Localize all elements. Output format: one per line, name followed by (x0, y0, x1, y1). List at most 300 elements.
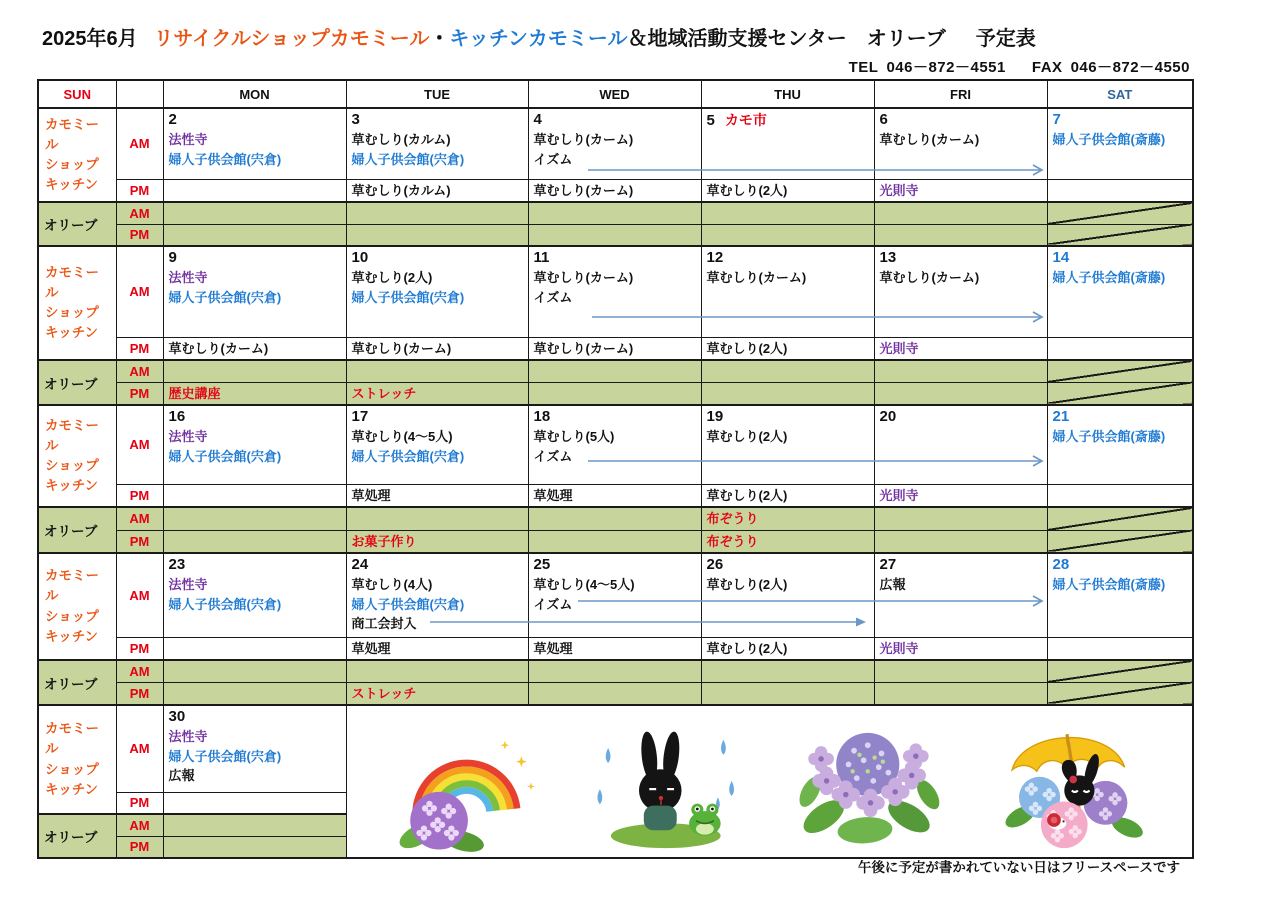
row-label-line: ショップ (45, 761, 99, 777)
event-text: 草むしり(カーム) (533, 182, 634, 198)
row-label-chamomile (38, 553, 116, 660)
title-schedule-suffix: 予定表 (975, 28, 1036, 50)
w3-am-label: AM (116, 405, 163, 484)
event-text: 草むしり(2人) (706, 640, 788, 656)
day-number (352, 407, 523, 427)
w2-am-thu (701, 246, 874, 337)
event-text: 草むしり(2人) (706, 429, 788, 444)
w1-pm-sat (1047, 179, 1193, 202)
day-number-text: 17 (351, 408, 369, 425)
day-number-text: 24 (351, 556, 369, 573)
w3-olive-am-wed (528, 507, 701, 530)
w3-pm-wed (528, 484, 701, 507)
w2-olive-pm-thu (701, 382, 874, 405)
w1-am-fri (874, 108, 1047, 179)
w4-pm-wed (528, 637, 701, 660)
w1-olive-am-row (38, 202, 1193, 224)
w5-olive-pm-label: PM (116, 836, 163, 858)
w1-pm-label: PM (116, 179, 163, 202)
w2-olive-am-label: AM (116, 360, 163, 382)
w2-olive-pm-tue (346, 382, 528, 405)
w5-olive-am-label: AM (116, 814, 163, 836)
w2-am-label: AM (116, 246, 163, 337)
w5-olive-am-mon (163, 814, 346, 836)
w4-olive-pm-fri (874, 682, 1047, 705)
event-text: 婦人子供会館(宍倉) (351, 289, 465, 305)
header-thu: THU (701, 80, 874, 108)
w3-olive-pm-tue (346, 530, 528, 553)
w1-pm-fri (874, 179, 1047, 202)
w1-olive-pm-fri (874, 224, 1047, 246)
w4-am-sat (1047, 553, 1193, 637)
day-number-text: 4 (533, 111, 542, 128)
w1-olive-am-sat (1047, 202, 1193, 224)
event-text: 草むしり(5人) (533, 429, 615, 444)
event-text: 光則寺 (879, 340, 919, 356)
event-text: 布ぞうり (706, 533, 759, 549)
row-label-olive: オリーブ (38, 507, 116, 553)
event-text: 婦人子供会館(斎藤) (1052, 132, 1166, 147)
illustrations-row (347, 715, 1193, 857)
event-text: 草処理 (351, 640, 391, 656)
day-number (707, 407, 869, 427)
day-number (534, 110, 696, 130)
event-text: 婦人子供会館(宍倉) (351, 448, 465, 464)
w1-olive-pm-tue (346, 224, 528, 246)
w4-olive-am-tue (346, 660, 528, 682)
day-number (707, 555, 869, 575)
day-number (352, 555, 523, 575)
tel-number: 046－872－4551 (886, 59, 1006, 76)
footnote: 午後に予定が書かれていない日はフリースペースです (857, 860, 1180, 875)
header-spacer (116, 80, 163, 108)
event-text: 光則寺 (879, 182, 919, 198)
w2-olive-pm-row (38, 382, 1193, 405)
w1-am-tue (346, 108, 528, 179)
w3-am-wed (528, 405, 701, 484)
w1-olive-pm-thu (701, 224, 874, 246)
fax-number: 046－872－4550 (1070, 59, 1190, 76)
row-label-line: ショップ (45, 305, 99, 320)
day-number (534, 407, 696, 427)
w3-am-fri (874, 405, 1047, 484)
day-number (880, 407, 1042, 427)
event-text: 婦人子供会館(斎藤) (1052, 270, 1166, 285)
w2-olive-pm-mon (163, 382, 346, 405)
day-number-text: 23 (168, 556, 186, 573)
day-number-text: 18 (533, 408, 551, 425)
title-month: 2025年6月 (42, 28, 138, 50)
w3-olive-am-tue (346, 507, 528, 530)
day-number-text: 7 (1052, 111, 1061, 128)
w4-olive-pm-sat (1047, 682, 1193, 705)
event-text: 草むしり(カーム) (168, 340, 269, 356)
w4-pm-thu (701, 637, 874, 660)
day-number-text: 26 (706, 556, 724, 573)
w2-pm-sat (1047, 337, 1193, 360)
fax-label: FAX (1031, 59, 1063, 76)
event-text: 草むしり(カーム) (533, 270, 634, 285)
w1-pm-tue (346, 179, 528, 202)
row-label-line: カモミール (45, 264, 99, 300)
illustrations-cell (346, 705, 1193, 858)
w4-olive-am-label: AM (116, 660, 163, 682)
day-number (352, 110, 523, 130)
day-number (352, 248, 523, 268)
row-label-line: カモミール (45, 721, 99, 757)
day-number-text: 19 (706, 408, 724, 425)
w3-pm-tue (346, 484, 528, 507)
w3-am-sat (1047, 405, 1193, 484)
w4-pm-fri (874, 637, 1047, 660)
title-recycle-shop-name: リサイクルショップカモミール (153, 28, 430, 50)
w2-olive-pm-label: PM (116, 382, 163, 405)
event-text: 草むしり(4～5人) (351, 429, 453, 444)
row-label-olive: オリーブ (38, 202, 116, 246)
event-text: 婦人子供会館(宍倉) (351, 596, 465, 612)
w1-olive-am-tue (346, 202, 528, 224)
w2-am-sat (1047, 246, 1193, 337)
event-text: ストレッチ (351, 685, 417, 701)
w1-olive-am-fri (874, 202, 1047, 224)
w2-olive-pm-sat (1047, 382, 1193, 405)
day-number (169, 110, 341, 130)
event-text: 草むしり(2人) (706, 340, 788, 356)
day-number (534, 248, 696, 268)
day-number-text: 10 (351, 249, 369, 266)
event-text: 草むしり(カーム) (706, 270, 807, 285)
w4-olive-am-thu (701, 660, 874, 682)
event-text: 婦人子供会館(宍倉) (168, 289, 282, 305)
day-number-text: 14 (1052, 249, 1070, 266)
day-number-text: 30 (168, 708, 186, 725)
day-number-text: 25 (533, 556, 551, 573)
row-label-line: キッチン (45, 325, 99, 341)
w4-am-tue (346, 553, 528, 637)
page-title (42, 22, 1036, 51)
event-text: 婦人子供会館(宍倉) (351, 151, 465, 167)
day-number (880, 248, 1042, 268)
w1-pm-wed (528, 179, 701, 202)
event-text: イズム (533, 448, 573, 464)
day-number (880, 110, 1042, 130)
w1-pm-thu (701, 179, 874, 202)
w3-am-tue (346, 405, 528, 484)
row-label-line: キッチン (45, 628, 99, 644)
day-note-text: カモ市 (724, 112, 767, 128)
w1-olive-am-wed (528, 202, 701, 224)
w3-olive-pm-sat (1047, 530, 1193, 553)
day-number-text: 6 (879, 111, 888, 128)
event-text: 法性寺 (168, 577, 208, 592)
w1-am-wed (528, 108, 701, 179)
header-tue: TUE (346, 80, 528, 108)
event-text: 広報 (879, 577, 906, 592)
w3-pm-sat (1047, 484, 1193, 507)
event-text: 草むしり(カルム) (351, 182, 451, 198)
w4-pm-label: PM (116, 637, 163, 660)
w1-am-sat (1047, 108, 1193, 179)
w2-olive-am-sat (1047, 360, 1193, 382)
event-text: 草処理 (351, 487, 391, 503)
w5-pm-label: PM (116, 792, 163, 814)
day-number-text: 20 (879, 408, 897, 425)
w4-pm-mon (163, 637, 346, 660)
w2-olive-am-mon (163, 360, 346, 382)
w2-olive-am-tue (346, 360, 528, 382)
day-number (1053, 407, 1188, 427)
w5-olive-pm-mon (163, 836, 346, 858)
day-number (169, 407, 341, 427)
w5-am-mon (163, 705, 346, 792)
day-number-text: 11 (533, 249, 550, 266)
event-text: 歴史講座 (168, 385, 221, 401)
w2-olive-am-row (38, 360, 1193, 382)
day-number-text: 3 (351, 111, 360, 128)
w1-olive-am-thu (701, 202, 874, 224)
event-text: ストレッチ (351, 385, 417, 401)
w3-olive-am-mon (163, 507, 346, 530)
w1-olive-pm-row (38, 224, 1193, 246)
event-text: 草むしり(2人) (706, 182, 788, 198)
title-separator: ・ (429, 28, 450, 50)
w4-am-wed (528, 553, 701, 637)
event-text: 草処理 (533, 487, 573, 503)
event-text: 草処理 (533, 640, 573, 656)
w4-am-fri (874, 553, 1047, 637)
day-number (534, 555, 696, 575)
event-text: 草むしり(4人) (351, 577, 433, 592)
day-number (169, 248, 341, 268)
event-text: 婦人子供会館(宍倉) (168, 151, 282, 167)
schedule-table-wrap (37, 79, 1194, 859)
row-label-olive: オリーブ (38, 814, 116, 858)
header-mon: MON (163, 80, 346, 108)
w2-am-row (38, 246, 1193, 337)
event-text: 商工会封入 (351, 616, 417, 631)
title-kitchen-name: キッチンカモミール (449, 28, 628, 50)
event-text: 光則寺 (879, 487, 919, 503)
header-sat: SAT (1047, 80, 1193, 108)
event-text: 布ぞうり (706, 511, 759, 526)
contact-info (849, 56, 1190, 77)
day-number (169, 555, 341, 575)
w2-olive-pm-fri (874, 382, 1047, 405)
event-text: 草むしり(カーム) (533, 132, 634, 147)
umbrella-rabbit-hydrangea-illustration (990, 715, 1155, 855)
event-text: 草むしり(カーム) (351, 340, 452, 356)
event-text: 婦人子供会館(宍倉) (168, 748, 282, 764)
w5-am-label: AM (116, 705, 163, 792)
event-text: 草むしり(2人) (706, 487, 788, 503)
header-sun: SUN (38, 80, 116, 108)
w2-pm-label: PM (116, 337, 163, 360)
day-number (1053, 555, 1188, 575)
weekday-header-row (38, 80, 1193, 108)
row-label-line: キッチン (45, 781, 99, 797)
event-text: 婦人子供会館(斎藤) (1052, 577, 1166, 592)
day-number-text: 21 (1052, 408, 1070, 425)
w3-am-mon (163, 405, 346, 484)
event-text: 法性寺 (168, 729, 208, 744)
w3-pm-fri (874, 484, 1047, 507)
w4-olive-am-sat (1047, 660, 1193, 682)
w5-pm-mon (163, 792, 346, 814)
day-number-text: 5 (706, 112, 715, 129)
day-number (1053, 248, 1188, 268)
w4-am-thu (701, 553, 874, 637)
event-text: 光則寺 (879, 640, 919, 656)
event-text: 草むしり(カーム) (533, 340, 634, 356)
w3-olive-am-thu (701, 507, 874, 530)
row-label-line: カモミール (45, 116, 99, 152)
day-number-text: 16 (168, 408, 186, 425)
w1-olive-pm-label: PM (116, 224, 163, 246)
w3-olive-pm-mon (163, 530, 346, 553)
w2-olive-pm-wed (528, 382, 701, 405)
row-label-line: カモミール (45, 417, 99, 453)
w2-am-wed (528, 246, 701, 337)
w2-am-mon (163, 246, 346, 337)
event-text: 草むしり(カーム) (879, 270, 980, 285)
rainbow-hydrangea-illustration (384, 715, 549, 855)
day-number-text: 9 (168, 249, 177, 266)
w3-am-row (38, 405, 1193, 484)
w1-am-thu (701, 108, 874, 179)
row-label-olive: オリーブ (38, 360, 116, 405)
w2-pm-wed (528, 337, 701, 360)
w2-pm-mon (163, 337, 346, 360)
w4-olive-pm-tue (346, 682, 528, 705)
row-label-line: ショップ (45, 157, 99, 172)
w5-am-row (38, 705, 1193, 792)
event-text: 草むしり(2人) (351, 270, 433, 285)
w3-olive-pm-wed (528, 530, 701, 553)
event-text: 婦人子供会館(宍倉) (168, 448, 282, 464)
w4-olive-pm-row (38, 682, 1193, 705)
title-center-name: ＆地域活動支援センター オリーブ (627, 28, 946, 50)
w3-pm-mon (163, 484, 346, 507)
w2-pm-fri (874, 337, 1047, 360)
w4-olive-am-row (38, 660, 1193, 682)
event-text: 草むしり(4～5人) (533, 577, 635, 592)
day-number (1053, 110, 1188, 130)
day-number (169, 707, 341, 727)
w3-pm-label: PM (116, 484, 163, 507)
row-label-line: ショップ (45, 608, 99, 624)
w4-olive-am-mon (163, 660, 346, 682)
event-text: イズム (533, 596, 573, 612)
tel-label: TEL (848, 59, 879, 76)
day-number-text: 27 (879, 556, 897, 573)
rabbit-frog-rain-illustration (586, 715, 751, 855)
w3-olive-pm-fri (874, 530, 1047, 553)
w4-olive-pm-mon (163, 682, 346, 705)
w3-pm-row (38, 484, 1193, 507)
event-text: イズム (533, 151, 573, 167)
event-text: 法性寺 (168, 429, 208, 444)
w4-olive-pm-thu (701, 682, 874, 705)
header-fri: FRI (874, 80, 1047, 108)
event-text: 草むしり(カーム) (879, 132, 980, 147)
w1-olive-pm-mon (163, 224, 346, 246)
w3-olive-am-row (38, 507, 1193, 530)
w4-am-row (38, 553, 1193, 637)
row-label-line: カモミール (45, 568, 99, 604)
w4-am-mon (163, 553, 346, 637)
w2-pm-thu (701, 337, 874, 360)
w4-am-label: AM (116, 553, 163, 637)
event-text: 法性寺 (168, 270, 208, 285)
row-label-line: キッチン (45, 478, 99, 494)
day-number (880, 555, 1042, 575)
w2-am-tue (346, 246, 528, 337)
row-label-chamomile (38, 108, 116, 202)
day-number (707, 110, 869, 131)
row-label-line: キッチン (45, 177, 99, 193)
hydrangea-bouquet-illustration (788, 715, 953, 855)
day-number-text: 12 (706, 249, 724, 266)
w3-olive-am-sat (1047, 507, 1193, 530)
w2-pm-row (38, 337, 1193, 360)
day-number-text: 28 (1052, 556, 1070, 573)
w3-olive-am-label: AM (116, 507, 163, 530)
event-text: お菓子作り (351, 533, 417, 549)
w1-olive-pm-wed (528, 224, 701, 246)
event-text: 草むしり(カルム) (351, 132, 451, 147)
event-text: 草むしり(2人) (706, 577, 788, 592)
event-text: 法性寺 (168, 132, 208, 147)
event-text: 婦人子供会館(宍倉) (168, 596, 282, 612)
w3-olive-pm-thu (701, 530, 874, 553)
day-number (707, 248, 869, 268)
w4-pm-row (38, 637, 1193, 660)
w1-olive-pm-sat (1047, 224, 1193, 246)
w3-pm-thu (701, 484, 874, 507)
w4-olive-am-wed (528, 660, 701, 682)
schedule-table (37, 79, 1194, 859)
row-label-chamomile (38, 405, 116, 507)
row-label-line: ショップ (45, 458, 99, 473)
w3-olive-am-fri (874, 507, 1047, 530)
w4-pm-tue (346, 637, 528, 660)
w2-olive-am-fri (874, 360, 1047, 382)
w4-olive-pm-label: PM (116, 682, 163, 705)
w1-am-mon (163, 108, 346, 179)
w4-pm-sat (1047, 637, 1193, 660)
w3-am-thu (701, 405, 874, 484)
header-wed: WED (528, 80, 701, 108)
w1-olive-am-label: AM (116, 202, 163, 224)
row-label-chamomile (38, 705, 116, 814)
w1-am-row (38, 108, 1193, 179)
event-text: イズム (533, 289, 573, 305)
w1-olive-am-mon (163, 202, 346, 224)
w2-olive-am-wed (528, 360, 701, 382)
w4-olive-am-fri (874, 660, 1047, 682)
event-text: 婦人子供会館(斎藤) (1052, 429, 1166, 444)
row-label-chamomile (38, 246, 116, 360)
day-number-text: 2 (168, 111, 177, 128)
w1-pm-row (38, 179, 1193, 202)
w2-pm-tue (346, 337, 528, 360)
w3-olive-pm-row (38, 530, 1193, 553)
w3-olive-pm-label: PM (116, 530, 163, 553)
w4-olive-pm-wed (528, 682, 701, 705)
w1-pm-mon (163, 179, 346, 202)
row-label-olive: オリーブ (38, 660, 116, 705)
w2-am-fri (874, 246, 1047, 337)
